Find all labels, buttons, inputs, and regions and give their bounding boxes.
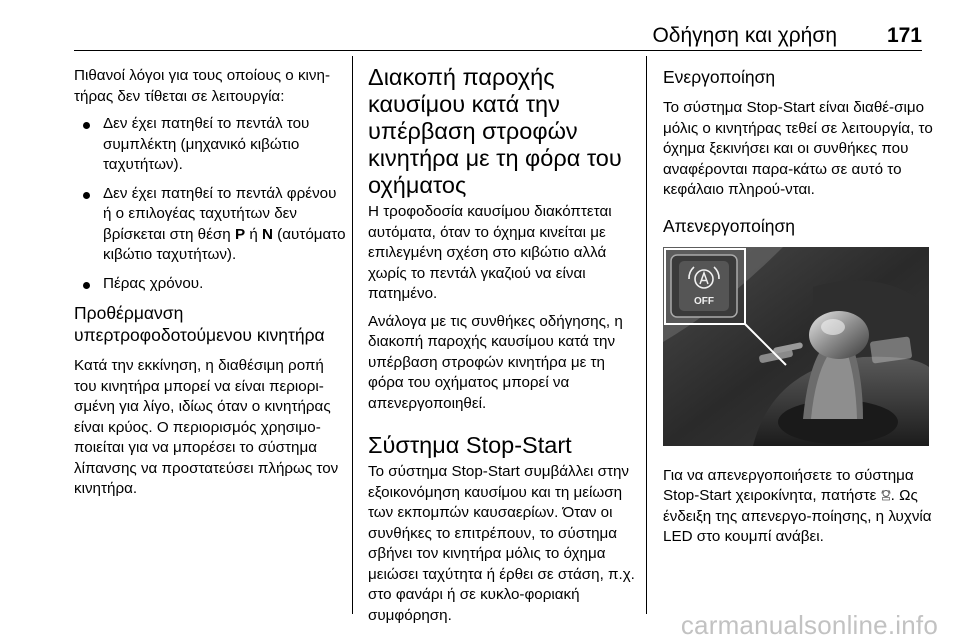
fuel-cutoff-paragraph-2: Ανάλογα με τις συνθήκες οδήγησης, η διακοπή παροχής καυσίμου κατά την υπέρβαση στροφών κινητήρα με τη φόρα του οχήματος μπορεί να απενεργοποιηθεί. bbox=[368, 312, 623, 412]
intro-paragraph: Πιθανοί λόγοι για τους οποίους ο κινη-τήρας δεν τίθεται σε λειτουργία: bbox=[74, 67, 331, 105]
section-heading-deactivation: Απενεργοποίηση bbox=[663, 215, 796, 236]
stop-start-button-photo bbox=[663, 247, 929, 446]
column-2 bbox=[368, 66, 640, 633]
header-rule bbox=[74, 50, 922, 51]
stop-start-paragraph: Το σύστημα Stop-Start συμβάλλει στην εξοικονόμηση καυσίμου και τη μείωση των εκπομπών καυσαερίων. Όταν οι συνθήκες το επιτρέπουν, το σύστημα σβήνει τον κινητήρα μόλις το όχημα μειώσει ταχύτητα ή έρθει σε στάση, π.χ. στο φανάρι ή σε κυκλο-φοριακή συμφόρηση. bbox=[368, 463, 635, 624]
section-heading-activation: Ενεργοποίηση bbox=[663, 67, 776, 87]
fuel-cutoff-paragraph-1: Η τροφοδοσία καυσίμου διακόπτεται αυτόματα, όταν το όχημα κινείται με επιλεγμένη σχέση στο κιβώτιο αλλά χωρίς το πεντάλ γκαζιού να είναι πατημένο. bbox=[368, 203, 612, 302]
list-item: Πέρας χρόνου. bbox=[74, 274, 346, 295]
turbo-warmup-paragraph: Κατά την εκκίνηση, η διαθέσιμη ροπή του κινητήρα μπορεί να είναι περιορι-σμένη για λίγο, ιδίως όταν ο κινητήρας είναι κρύος. Ο περιορισμός χρησιμο-ποιείται για να μπορέσει το σύστημα λίπανσης να προστατεύσει πλήρως τον κινητήρα. bbox=[74, 357, 339, 497]
watermark: carmanualsonline.info bbox=[680, 610, 938, 640]
section-heading-stop-start: Σύστημα Stop-Start bbox=[368, 432, 572, 458]
section-heading-turbo-warmup: Προθέρμανση υπερτροφοδοτούμενου κινητήρα bbox=[74, 303, 325, 345]
column-1 bbox=[74, 66, 346, 507]
running-header-title: Οδήγηση και χρήση bbox=[652, 24, 837, 47]
button-off-label: OFF bbox=[694, 295, 714, 307]
bullet-list bbox=[74, 114, 346, 294]
activation-paragraph: Το σύστημα Stop-Start είναι διαθέ-σιμο μόλις ο κινητήρας τεθεί σε λειτουργία, το όχημα ξεκινήσει και οι συνθήκες που αναφέρονται παρα-κάτω σε αυτό το κεφάλαιο πληρού-νται. bbox=[663, 99, 933, 198]
column-divider-2 bbox=[646, 56, 647, 614]
deactivation-paragraph: Για να απενεργοποιήσετε το σύστημα Stop-Start χειροκίνητα, πατήστε . Ως ένδειξη της απενεργο-ποίησης, η λυχνία LED στο κουμπί ανάβει. bbox=[663, 466, 932, 545]
column-3 bbox=[663, 66, 933, 555]
page-number: 171 bbox=[886, 24, 922, 47]
section-heading-fuel-cutoff: Διακοπή παροχής καυσίμου κατά την υπέρβαση στροφών κινητήρα με τη φόρα του οχήματος bbox=[368, 64, 622, 198]
bullet-dot bbox=[83, 282, 90, 289]
bullet-dot bbox=[83, 122, 90, 129]
list-item: Δεν έχει πατηθεί το πεντάλ του συμπλέκτη (μηχανικό κιβώτιο ταχυτήτων). bbox=[74, 114, 346, 176]
auto-stop-icon bbox=[881, 488, 891, 501]
column-divider-1 bbox=[352, 56, 353, 614]
bullet-dot bbox=[83, 192, 90, 199]
list-item: Δεν έχει πατηθεί το πεντάλ φρένου ή ο επιλογέας ταχυτήτων δεν βρίσκεται στη θέση P ή N (αυτόματο κιβώτιο ταχυτήτων). bbox=[74, 184, 346, 266]
